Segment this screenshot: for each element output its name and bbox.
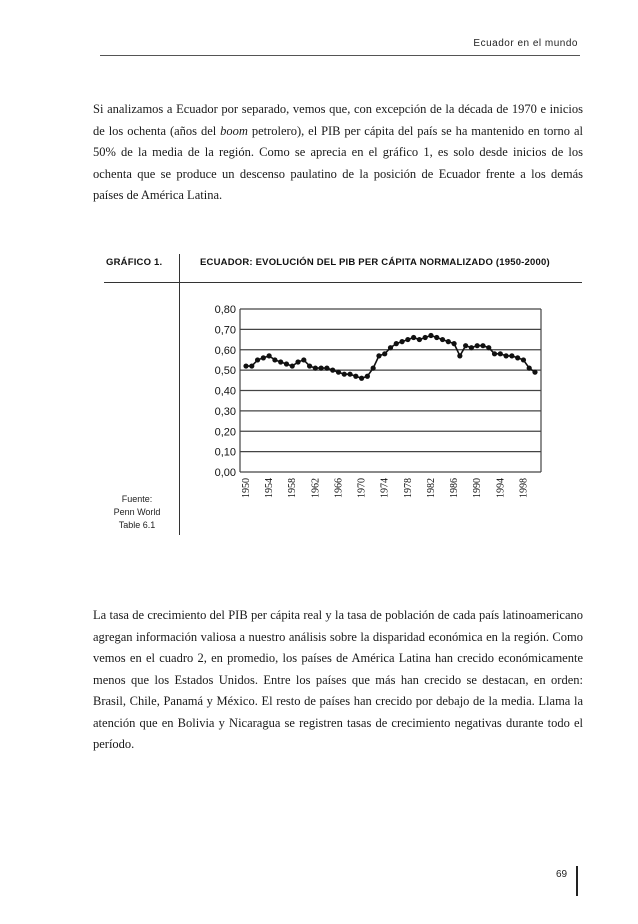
data-point <box>486 345 491 350</box>
x-tick-label: 1962 <box>310 478 322 498</box>
y-tick-label: 0,30 <box>214 405 236 418</box>
data-point <box>365 374 370 379</box>
y-tick-label: 0,00 <box>214 467 236 479</box>
y-tick-label: 0,10 <box>214 446 236 459</box>
y-tick-label: 0,70 <box>214 324 236 337</box>
data-point <box>504 353 509 358</box>
data-point <box>515 355 520 360</box>
paragraph-1-italic: boom <box>220 123 248 138</box>
x-tick-label: 1994 <box>495 478 507 498</box>
data-point <box>469 345 474 350</box>
data-point <box>255 357 260 362</box>
data-point <box>463 343 468 348</box>
data-point <box>278 359 283 364</box>
data-point <box>290 363 295 368</box>
source-line: Fuente: <box>121 494 153 504</box>
page-number-bar <box>576 866 578 896</box>
data-point <box>295 359 300 364</box>
x-tick-label: 1954 <box>264 478 276 498</box>
data-point <box>388 345 393 350</box>
data-point <box>336 370 341 375</box>
data-point <box>342 372 347 377</box>
x-tick-label: 1978 <box>402 478 414 498</box>
data-point <box>319 365 324 370</box>
data-point <box>261 355 266 360</box>
y-tick-label: 0,40 <box>214 385 236 398</box>
data-point <box>428 333 433 338</box>
data-point <box>267 353 272 358</box>
x-tick-label: 1982 <box>425 478 437 498</box>
data-point <box>347 372 352 377</box>
x-tick-label: 1970 <box>356 478 368 498</box>
page-number: 69 <box>556 869 568 880</box>
paragraph-1-end: petrolero), el PIB per cápita del país se ha mantenido en torno al 50% de la media de la región. Como se aprecia en el gráfico 1, es solo desde inicios de los ochenta que se produce un descenso paulatino de la posición de Ecuador frente a los demás países de América Latina. <box>93 123 583 202</box>
series-line <box>246 336 535 379</box>
data-point <box>307 363 312 368</box>
data-point <box>399 339 404 344</box>
data-point <box>527 365 532 370</box>
y-tick-label: 0,50 <box>214 365 236 378</box>
y-tick-label: 0,60 <box>214 344 236 357</box>
paragraph-2: La tasa de crecimiento del PIB per cápita real y la tasa de población de cada país latinoamericano agregan información valiosa a nuestro análisis sobre la disparidad económica en la región. Como vemos en el cuadro 2, en promedio, los países de América Latina han crecido económicamente menos que los Estados Unidos. Entre los países que más han crecido se destacan, en orden: Brasil, Chile, Panamá y México. El resto de países han crecido por debajo de la media. Llama la atención que en Bolivia y Nicaragua se registren tasas de crecimiento negativas durante todo el período. <box>93 608 583 751</box>
data-point <box>446 339 451 344</box>
data-point <box>457 353 462 358</box>
data-point <box>313 365 318 370</box>
x-tick-label: 1974 <box>379 478 391 498</box>
graphic-label: GRÁFICO 1. <box>106 257 163 268</box>
paragraph-1-start: Si analizamos a Ecuador por separado, vemos que, con excepción de la década de 1970 e inicios de los ochenta (años del <box>93 102 583 138</box>
x-tick-label: 1998 <box>518 478 530 498</box>
source-line: Penn World <box>113 507 161 517</box>
data-point <box>521 357 526 362</box>
x-tick-label: 1966 <box>333 478 345 498</box>
data-point <box>411 335 416 340</box>
graphic-title: ECUADOR: EVOLUCIÓN DEL PIB PER CÁPITA NORMALIZADO (1950-2000) <box>200 257 550 268</box>
data-point <box>272 357 277 362</box>
data-point <box>353 374 358 379</box>
data-point <box>324 365 329 370</box>
data-point <box>532 370 537 375</box>
data-point <box>434 335 439 340</box>
data-point <box>330 368 335 373</box>
data-point <box>423 335 428 340</box>
data-point <box>249 363 254 368</box>
data-point <box>451 341 456 346</box>
y-tick-label: 0,20 <box>214 426 236 439</box>
x-tick-label: 1950 <box>241 478 252 498</box>
data-point <box>284 361 289 366</box>
data-point <box>243 363 248 368</box>
data-point <box>440 337 445 342</box>
data-point <box>417 337 422 342</box>
data-point <box>382 351 387 356</box>
data-point <box>498 351 503 356</box>
y-tick-label: 0,80 <box>214 304 236 316</box>
x-tick-label: 1990 <box>472 478 484 498</box>
data-point <box>480 343 485 348</box>
data-point <box>405 337 410 342</box>
data-point <box>509 353 514 358</box>
data-point <box>376 353 381 358</box>
data-point <box>492 351 497 356</box>
data-point <box>475 343 480 348</box>
x-tick-label: 1958 <box>287 478 299 498</box>
source-line: Table 6.1 <box>118 520 156 530</box>
data-point <box>394 341 399 346</box>
data-point <box>301 357 306 362</box>
running-header: Ecuador en el mundo <box>473 38 578 49</box>
data-point <box>371 365 376 370</box>
x-tick-label: 1986 <box>449 478 461 498</box>
data-point <box>359 376 364 381</box>
